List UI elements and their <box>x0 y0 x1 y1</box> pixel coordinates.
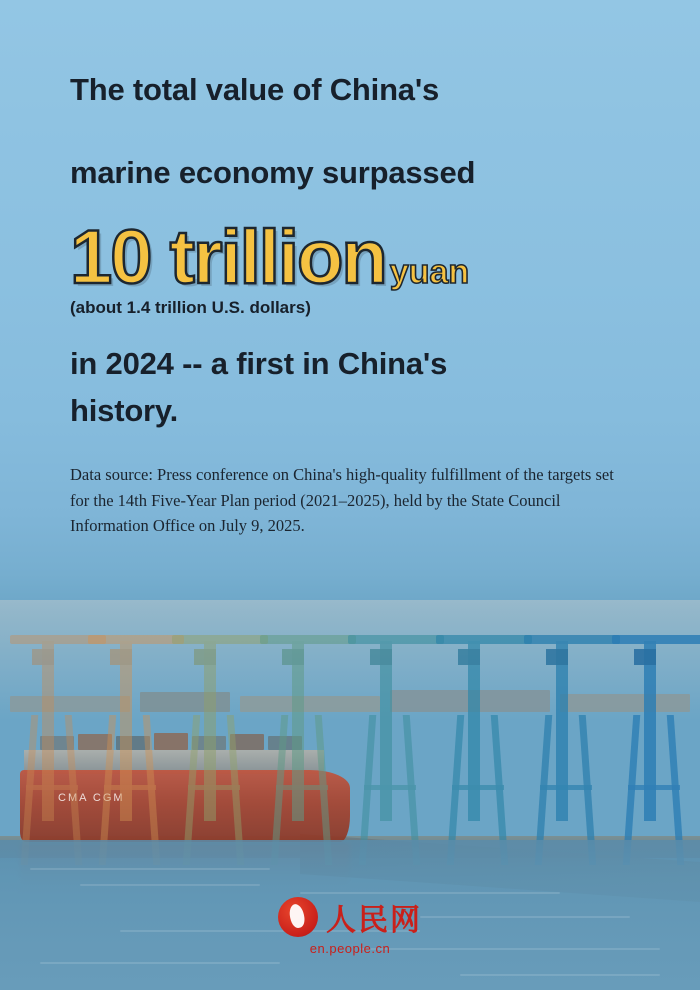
logo-chinese-name: 人民网 <box>326 903 422 938</box>
logo-row <box>278 895 422 939</box>
headline-line-3: in 2024 -- a first in China's <box>70 346 448 382</box>
people-daily-logo-icon <box>278 897 318 937</box>
usd-equivalent-note: (about 1.4 trillion U.S. dollars) <box>70 298 311 318</box>
highlight-number: 10 trillion <box>70 215 386 300</box>
site-logo[interactable] <box>278 895 422 956</box>
headline-line-2: marine economy surpassed <box>70 155 476 190</box>
ship-name-label: CMA CGM <box>58 792 125 804</box>
data-source-note: Data source: Press conference on China's high-quality fulfillment of the targets set for the 14th Five-Year Plan period (2021–2025), held by the State Council Information Office on July 9, 2025. <box>70 465 614 536</box>
highlight-figure <box>0 188 700 300</box>
headline-line-1: The total value of China's <box>70 72 440 107</box>
logo-url: en.people.cn <box>309 941 391 956</box>
highlight-unit: yuan <box>389 253 470 291</box>
headline-line-4: history. <box>70 393 179 429</box>
